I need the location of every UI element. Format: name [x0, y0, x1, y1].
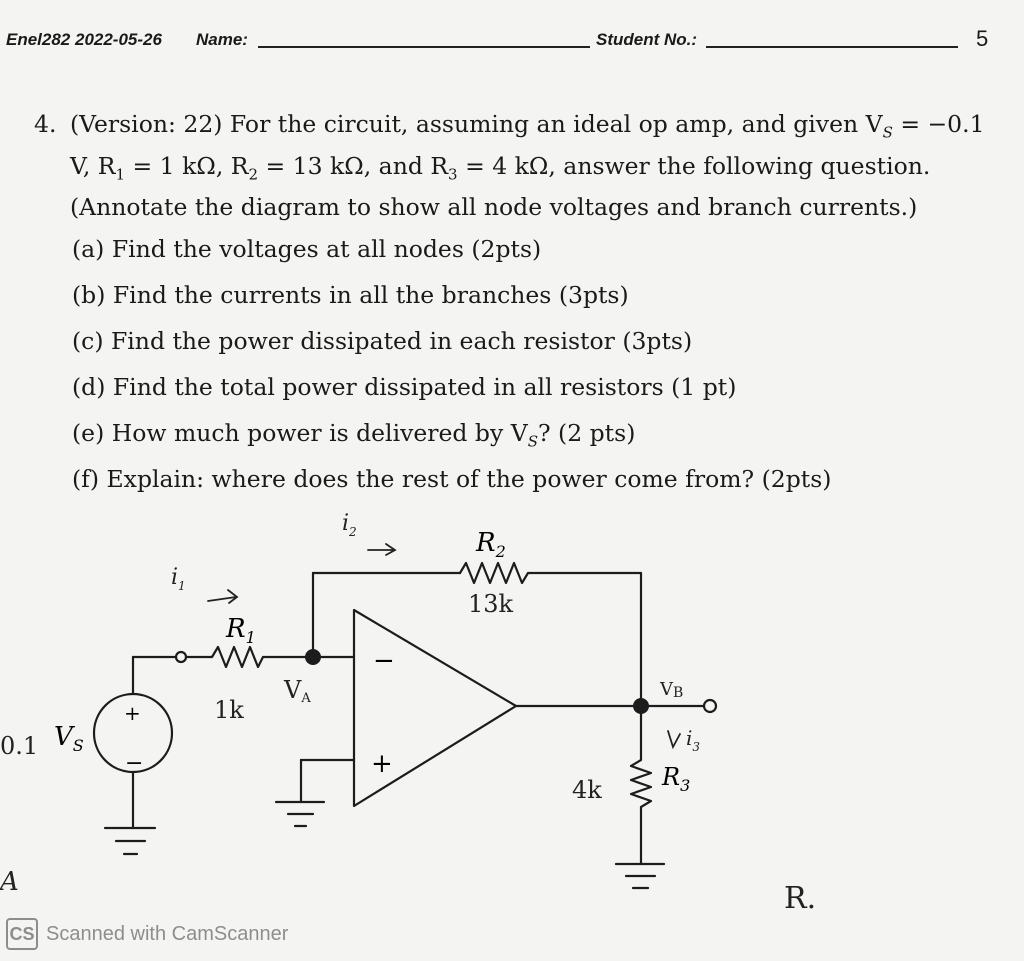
hand-i1: $i_1$ [171, 565, 186, 593]
header-student-label: Student No.: [596, 30, 698, 49]
hand-vs-value: 0.1 [0, 732, 39, 760]
name-line [258, 46, 590, 48]
vs-minus: − [125, 751, 144, 776]
part-f: (f) Explain: where does the rest of the power come from? (2pts) [72, 465, 832, 493]
header-name-label: Name: [196, 30, 248, 49]
camscanner-watermark [6, 918, 288, 950]
hand-i3: $i_3$ [686, 726, 701, 754]
opamp-plus: + [371, 749, 393, 779]
question-body: (Version: 22) For the circuit, assuming an ideal op amp, and given $V_S = -0.1$ V, $R_1 = 1$ kΩ, $R_2 = 13$ kΩ, and $R_3 = 4$ kΩ, answer the following question. (Annotate the diagram to show all node voltages and branch currents.) [70, 110, 985, 222]
question-block [34, 108, 1004, 224]
node-va-dot [305, 649, 321, 665]
opamp-minus: − [373, 646, 395, 676]
vb-terminal [704, 700, 716, 712]
header-course: Enel282 2022-05-26 [6, 30, 162, 49]
hand-i2: $i_2$ [342, 511, 357, 539]
part-b: (b) Find the currents in all the branches (3pts) [72, 281, 629, 309]
question-number: 4. [34, 110, 57, 138]
camscanner-text: Scanned with CamScanner [46, 922, 289, 945]
r1-terminal [176, 652, 186, 662]
page-number: 5 [976, 26, 989, 51]
part-a: (a) Find the voltages at all nodes (2pts) [72, 235, 542, 263]
hand-vb: VB [660, 679, 684, 701]
hand-r1-value: 1k [214, 696, 244, 724]
hand-bottom-left: A [0, 867, 19, 897]
arrow-i2 [368, 544, 395, 555]
part-c: (c) Find the power dissipated in each resistor (3pts) [72, 327, 693, 355]
hand-bottom-right: R. [784, 881, 817, 910]
node-vb-dot [633, 698, 649, 714]
resistor-r1 [186, 647, 313, 667]
arrow-i3 [668, 731, 680, 747]
hand-va: VA [284, 676, 311, 706]
hand-r2-value: 13k [468, 590, 514, 618]
camscanner-logo: CS [6, 918, 38, 950]
vs-plus: + [124, 701, 141, 725]
r2-label: $R_2$ [476, 528, 506, 561]
part-e: (e) How much power is delivered by $V_S$? (2 pts) [72, 419, 636, 451]
part-d: (d) Find the total power dissipated in all resistors (1 pt) [72, 373, 737, 401]
resistor-r3 [631, 706, 651, 864]
vs-label: $V_S$ [54, 722, 84, 755]
r1-label: $R_1$ [226, 614, 256, 647]
r3-label: $R_3$ [662, 763, 691, 795]
hand-r3-value: 4k [572, 776, 602, 804]
circuit-diagram [0, 500, 1024, 910]
student-line [706, 46, 958, 48]
resistor-r2 [460, 563, 641, 583]
question-parts [72, 232, 831, 508]
arrow-i1 [208, 590, 237, 603]
